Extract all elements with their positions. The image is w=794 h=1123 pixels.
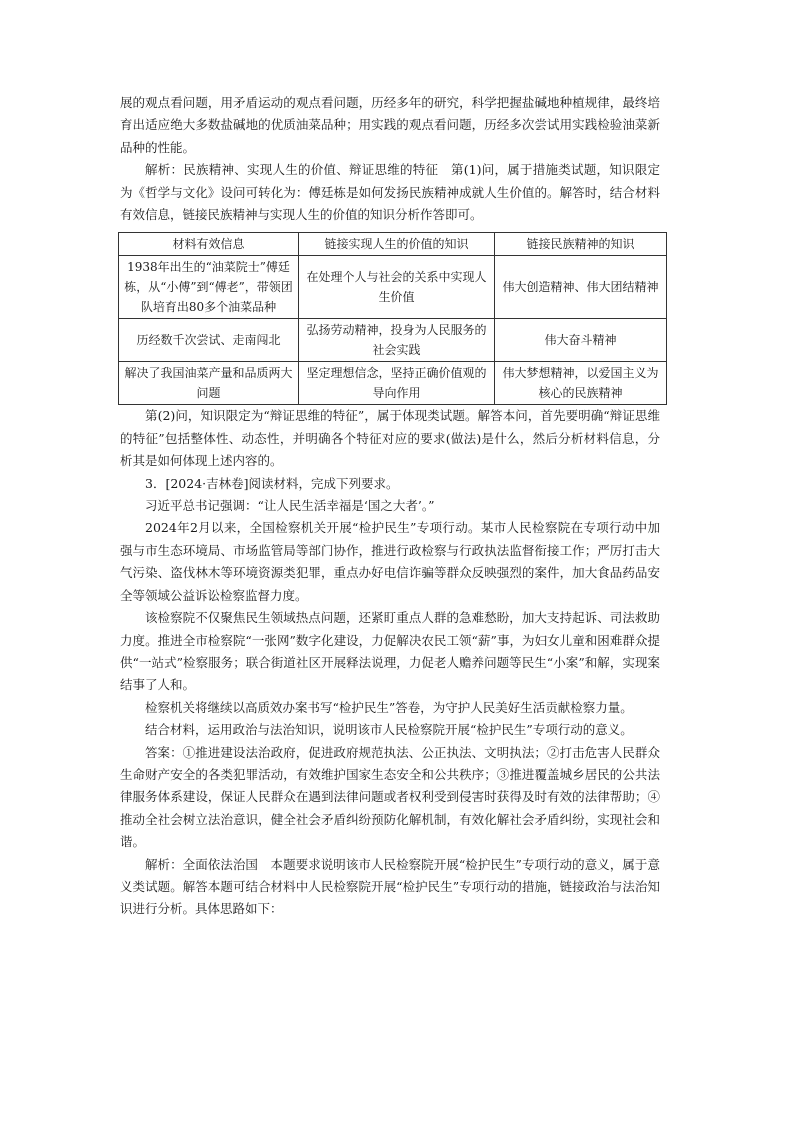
question-prompt: 结合材料，运用政治与法治知识，说明该市人民检察院开展“检护民生”专项行动的意义。 bbox=[145, 722, 633, 738]
paragraph: 该检察院不仅聚焦民生领域热点问题，还紧盯重点人群的急难愁盼，加大支持起诉、司法救助力度。推进全市检察院“一张网”数字化建设，力促解决农民工领“薪”事，为妇女儿童和困难群众提供“一站式”检察服务；联合街道社区开展释法说理，力促老人赡养问题等民生“小案”和解，实现案结事了人和。 bbox=[120, 610, 660, 693]
table-row bbox=[119, 256, 667, 319]
table-cell: 伟大创造精神、伟大团结精神 bbox=[495, 256, 667, 319]
table-cell: 在处理个人与社会的关系中实现人生价值 bbox=[299, 256, 495, 319]
document-page bbox=[120, 92, 660, 921]
table-header: 链接实现人生的价值的知识 bbox=[299, 233, 495, 256]
table-cell: 历经数千次尝试、走南闯北 bbox=[119, 319, 299, 362]
table-header: 链接民族精神的知识 bbox=[495, 233, 667, 256]
paragraph: 展的观点看问题，用矛盾运动的观点看问题，历经多年的研究，科学把握盐碱地种植规律，最终培育出适应绝大多数盐碱地的优质油菜品种；用实践的观点看问题，历经多次尝试用实践检验油菜新品种的性能。 bbox=[120, 95, 660, 155]
paragraph: 第(2)问，知识限定为“辩证思维的特征”，属于体现类试题。解答本问，首先要明确“辩证思维的特征”包括整体性、动态性，并明确各个特征对应的要求(做法)是什么，然后分析材料信息，分析其是如何体现上述内容的。 bbox=[120, 408, 660, 469]
table-cell: 伟大奋斗精神 bbox=[495, 319, 667, 362]
analysis-paragraph: 解析：全面依法治国 本题要求说明该市人民检察院开展“检护民生”专项行动的意义，属于意义类试题。解答本题可结合材料中人民检察院开展“检护民生”专项行动的措施，链接政治与法治知识进行分析。具体思路如下： bbox=[120, 856, 660, 917]
table-row bbox=[119, 319, 667, 362]
table-cell: 弘扬劳动精神，投身为人民服务的社会实践 bbox=[299, 319, 495, 362]
question-heading: 3．[2024·吉林卷]阅读材料，完成下列要求。 bbox=[145, 475, 399, 491]
table-header: 材料有效信息 bbox=[119, 233, 299, 256]
table-cell: 1938年出生的“油菜院士”傅廷栋，从“小傅”到“傅老”，带领团队培育出80多个油菜品种 bbox=[119, 256, 299, 319]
paragraph: 2024年2月以来，全国检察机关开展“检护民生”专项行动。某市人民检察院在专项行动中加强与市生态环境局、市场监管局等部门协作，推进行政检察与行政执法监督衔接工作；严厉打击大气污染、盗伐林木等环境资源类犯罪，重点办好电信诈骗等群众反映强烈的案件，加大食品药品安全等领域公益诉讼检察监督力度。 bbox=[120, 520, 660, 603]
table-row bbox=[119, 362, 667, 405]
table-cell: 伟大梦想精神，以爱国主义为核心的民族精神 bbox=[495, 362, 667, 405]
answer-paragraph: 答案：①推进建设法治政府，促进政府规范执法、公正执法、文明执法；②打击危害人民群众生命财产安全的各类犯罪活动，有效维护国家生态安全和公共秩序；③推进覆盖城乡居民的公共法律服务体系建设，保证人民群众在遇到法律问题或者权利受到侵害时获得及时有效的法律帮助；④推动全社会树立法治意识，健全社会矛盾纠纷预防化解机制，有效化解社会矛盾纠纷，实现社会和谐。 bbox=[120, 744, 660, 850]
table-header-row bbox=[119, 233, 667, 256]
paragraph: 检察机关将继续以高质效办案书写“检护民生”答卷，为守护人民美好生活贡献检察力量。 bbox=[145, 699, 633, 715]
table-cell: 解决了我国油菜产量和品质两大问题 bbox=[119, 362, 299, 405]
paragraph: 习近平总书记强调：“让人民生活幸福是‘国之大者’。” bbox=[145, 498, 435, 514]
paragraph-analysis: 解析：民族精神、实现人生的价值、辩证思维的特征 第(1)问，属于措施类试题，知识限定为《哲学与文化》设问可转化为：傅廷栋是如何发扬民族精神成就人生价值的。解答时，结合材料有效信息，链接民族精神与实现人生的价值的知识分析作答即可。 bbox=[120, 162, 660, 223]
info-table bbox=[118, 232, 667, 405]
top-paragraphs bbox=[120, 92, 660, 226]
table-cell: 坚定理想信念，坚持正确价值观的导向作用 bbox=[299, 362, 495, 405]
bottom-paragraphs bbox=[120, 405, 660, 920]
